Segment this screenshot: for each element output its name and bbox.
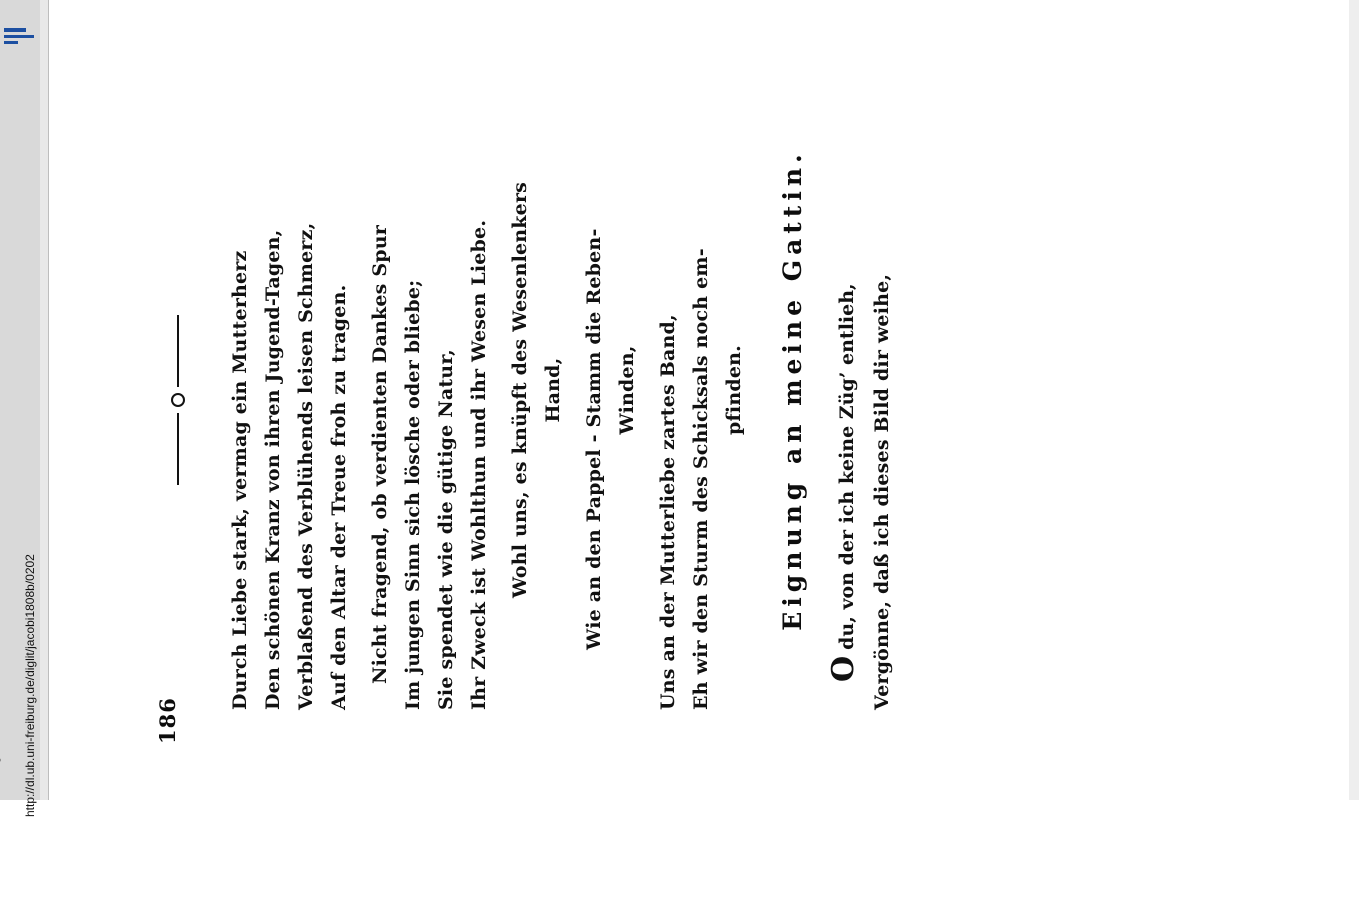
blue-mark-top-left-2 [4, 35, 34, 38]
stanza-3 [511, 70, 563, 710]
stanza-4 [585, 70, 637, 710]
verse-line: Wohl uns, es knüpft des Wesenlenkers [509, 181, 531, 599]
stanza-2 [371, 70, 489, 710]
verse-line-runon: Hand, [542, 357, 564, 423]
scanned-page-image [49, 0, 1349, 800]
poem-first-line-text: du, von der ich keine Züg’ entlieh, [836, 283, 858, 650]
verse-line-runon: Winden, [616, 345, 638, 435]
drop-cap: O [826, 655, 861, 682]
verse-blocks [231, 70, 906, 710]
library-credit-label [0, 496, 1, 916]
verse-line-runon: pfinden. [723, 345, 745, 435]
verse-line: Im jungen Sinn sich lösche oder bliebe; [402, 279, 424, 710]
section-ornament [167, 50, 188, 750]
stanza-5 [659, 70, 744, 710]
verse-line: Wie an den Pappel - Stamm die Reben- [583, 228, 605, 650]
page-number: 186 [155, 697, 180, 744]
ornament-rule-right [177, 315, 179, 387]
verse-line: Uns an der Mutterliebe zartes Band, [657, 314, 679, 710]
verse-line: Auf den Altar der Treue froh zu tragen. [328, 284, 350, 710]
verse-line: Ihr Zweck ist Wohlthun und ihr Wesen Liebe. [468, 219, 490, 710]
ornament-dot [171, 393, 185, 407]
poem-second-line: Vergönne, daß ich dieses Bild dir weihe, [871, 273, 893, 710]
left-gutter [0, 0, 49, 817]
poem-first-line [826, 70, 861, 710]
blue-mark-top-left-1 [4, 28, 26, 32]
verse-line: Eh wir den Sturm des Schicksals noch em- [690, 248, 712, 710]
gutter-inner-strip [40, 0, 48, 800]
page-content [139, 50, 1259, 750]
page-rotation-wrapper [139, 50, 1259, 750]
verse-line: Nicht fragend, ob verdienten Dankes Spur [369, 225, 391, 684]
source-url-label[interactable]: http://dl.ub.uni-freiburg.de/diglit/jacobi1808b/0202 [23, 554, 37, 817]
right-edge-strip [1349, 0, 1359, 800]
verse-line: Durch Liebe stark, vermag ein Mutterherz [229, 250, 251, 710]
verse-line: Den schönen Kranz von ihren Jugend-Tagen, [262, 229, 284, 710]
stanza-1 [231, 70, 349, 710]
ornament-rule-left [177, 413, 179, 485]
verse-line: Sie spendet wie die gütige Natur, [435, 349, 457, 710]
poem-title: Eignung an meine Gattin. [778, 149, 807, 631]
verse-line: Verblaßend des Verblühends leisen Schmerz, [295, 222, 317, 710]
blue-mark-top-left-3 [4, 41, 18, 44]
